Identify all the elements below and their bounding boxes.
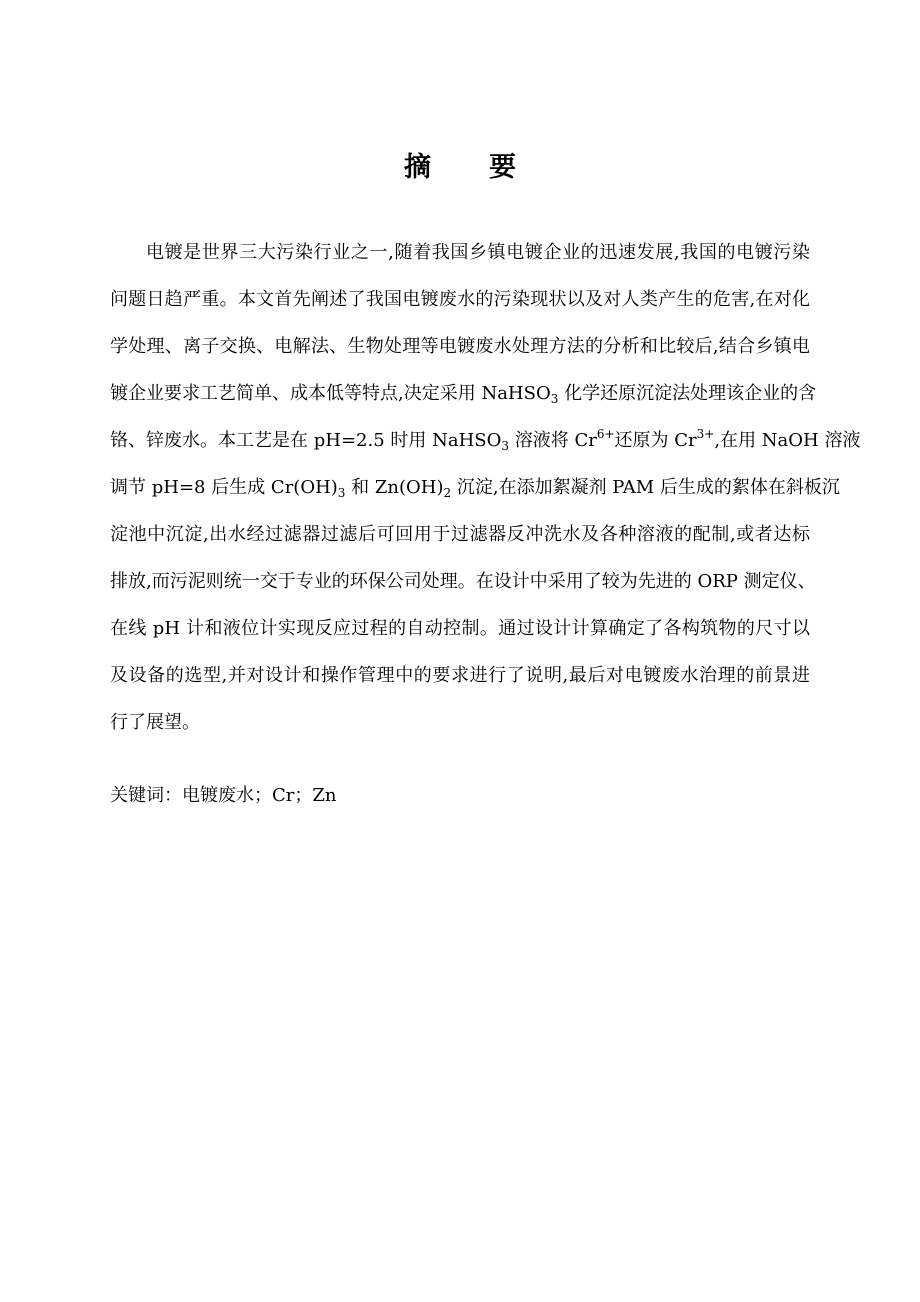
- line-9-text: 在线 pH 计和液位计实现反应过程的自动控制。通过设计计算确定了各构筑物的尺寸以: [110, 618, 810, 639]
- line-5-text-c: 还原为 Cr: [614, 430, 697, 451]
- line-5-text-b: 溶液将 Cr: [509, 430, 597, 451]
- line-5-superscript-2: 3+: [696, 427, 715, 441]
- abstract-line-9: [110, 610, 810, 657]
- line-4-text-a: 镀企业要求工艺简单、成本低等特点,决定采用 NaHSO: [110, 383, 551, 404]
- abstract-body: [110, 234, 861, 751]
- abstract-line-4: [110, 375, 817, 422]
- keywords-text: 关键词：电镀废水；Cr；Zn: [110, 785, 337, 806]
- abstract-line-6: [110, 469, 840, 516]
- line-1-text: 电镀是世界三大污染行业之一,随着我国乡镇电镀企业的迅速发展,我国的电镀污染: [146, 242, 810, 263]
- line-6-text-a: 调节 pH=8 后生成 Cr(OH): [110, 477, 338, 498]
- line-2-text: 问题日趋严重。本文首先阐述了我国电镀废水的污染现状以及对人类产生的危害,在对化: [110, 289, 810, 310]
- line-5-subscript: 3: [501, 439, 509, 453]
- keywords-line: [110, 778, 336, 814]
- line-6-subscript-1: 3: [337, 486, 346, 500]
- line-11-text: 行了展望。: [110, 712, 200, 733]
- line-6-text-c: 沉淀,在添加絮凝剂 PAM 后生成的絮体在斜板沉: [451, 477, 840, 498]
- line-6-text-b: 和 Zn(OH): [345, 477, 444, 498]
- abstract-line-11: [110, 704, 810, 751]
- line-7-text: 淀池中沉淀,出水经过滤器过滤后可回用于过滤器反冲洗水及各种溶液的配制,或者达标: [110, 524, 810, 545]
- title-char-2: 要: [489, 152, 516, 183]
- abstract-title: [0, 146, 920, 190]
- title-char-1: 摘: [404, 152, 431, 183]
- abstract-line-7: [110, 516, 810, 563]
- line-10-text: 及设备的选型,并对设计和操作管理中的要求进行了说明,最后对电镀废水治理的前景进: [110, 665, 810, 686]
- line-6-subscript-2: 2: [443, 486, 452, 500]
- line-3-text: 学处理、离子交换、电解法、生物处理等电镀废水处理方法的分析和比较后,结合乡镇电: [110, 336, 810, 357]
- abstract-line-1: [110, 234, 810, 281]
- line-5-text-a: 铬、锌废水。本工艺是在 pH=2.5 时用 NaHSO: [110, 430, 502, 451]
- abstract-line-8: [110, 563, 816, 610]
- line-4-text-b: 化学还原沉淀法处理该企业的含: [558, 383, 817, 404]
- abstract-line-3: [110, 328, 810, 375]
- abstract-line-10: [110, 657, 810, 704]
- line-4-subscript: 3: [550, 392, 559, 406]
- line-5-superscript-1: 6+: [596, 427, 615, 441]
- line-5-text-d: ,在用 NaOH 溶液: [714, 430, 861, 451]
- abstract-line-5: [110, 422, 861, 469]
- line-8-text: 排放,而污泥则统一交于专业的环保公司处理。在设计中采用了较为先进的 ORP 测定仪、: [110, 571, 816, 592]
- abstract-line-2: [110, 281, 810, 328]
